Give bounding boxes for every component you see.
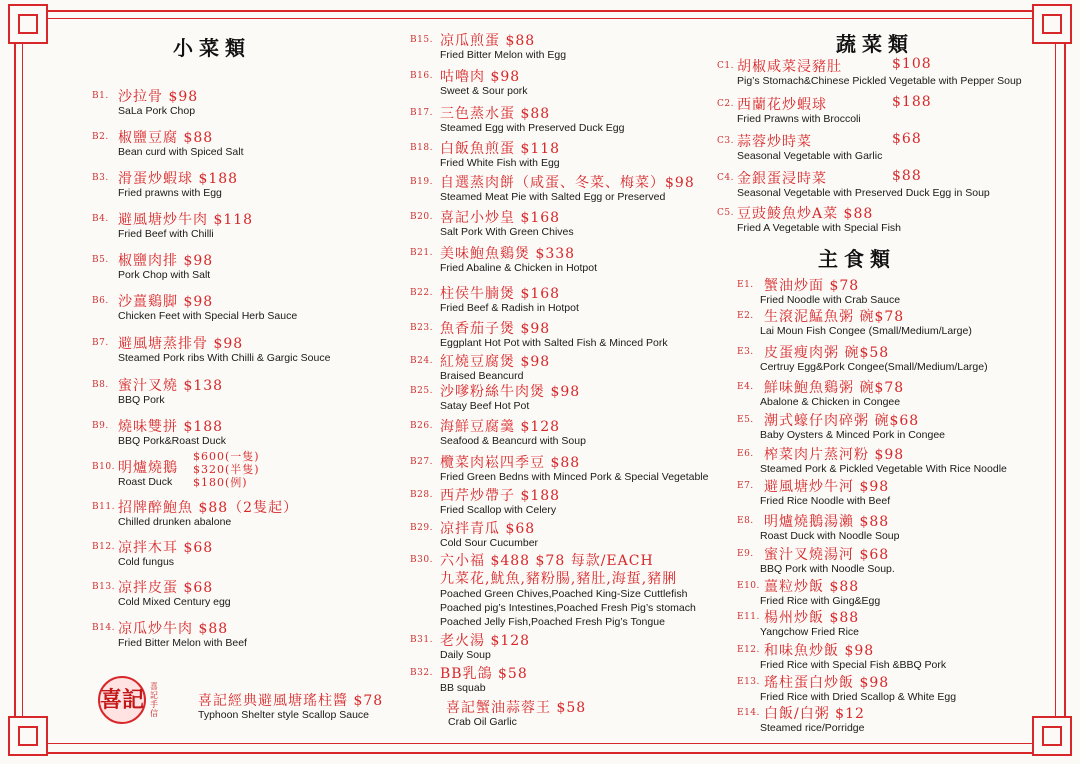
item-name-zh: 自選蒸肉餅（咸蛋、冬菜、梅菜）$98 [440, 175, 695, 191]
item-code: E6. [737, 449, 754, 459]
item-code: B24. [410, 356, 433, 366]
corner-ornament-bottom-right [1032, 716, 1072, 756]
item-name-en: Fried A Vegetable with Special Fish [737, 222, 902, 234]
item-name-zh: 避風塘炒牛河 $98 [764, 479, 890, 495]
item-code: B25. [410, 386, 433, 396]
item-name-zh: 蜜汁叉燒湯河 $68 [764, 547, 890, 563]
item-code: E8. [737, 516, 754, 526]
item-code: B28. [410, 490, 433, 500]
logo-subtitle: 喜記手信 [150, 682, 158, 718]
item-name-zh: 咕嚕肉 $98 [440, 69, 521, 85]
item-code: B10. [92, 462, 115, 472]
item-code: E7. [737, 481, 754, 491]
item-name-en: Fried Rice with Special Fish &BBQ Pork [760, 659, 947, 671]
item-name-zh: 避風塘蒸排骨 $98 [118, 336, 244, 352]
item-name-zh: 凉拌皮蛋 $68 [118, 580, 214, 596]
item-name-en: Fried Beef & Radish in Hotpot [440, 302, 579, 314]
b10-price-list [193, 450, 260, 489]
corner-ornament-top-left [8, 4, 48, 44]
item-code: B31. [410, 635, 433, 645]
item-name-en: Fried Abaline & Chicken in Hotpot [440, 262, 598, 274]
item-name-en: Roast Duck [118, 476, 173, 488]
item-name-en: Cold Mixed Century egg [118, 596, 231, 608]
b10-price-portion: $180(例) [193, 476, 248, 489]
item-name-zh: 沙薑鷄脚 $98 [118, 294, 214, 310]
item-code: B7. [92, 338, 109, 348]
item-name-en: Fried Scallop with Celery [440, 504, 557, 516]
item-name-zh: 凉拌木耳 $68 [118, 540, 214, 556]
item-name-zh: 美味鮑魚鷄煲 $338 [440, 246, 576, 262]
item-name-en: Baby Oysters & Minced Pork in Congee [760, 429, 946, 441]
item-name-zh: 西芹炒帶子 $188 [440, 488, 561, 504]
item-name-zh: 蒜蓉炒時菜 [737, 134, 812, 150]
item-name-zh: 楊州炒飯 $88 [764, 610, 860, 626]
item-code: B15. [410, 35, 433, 45]
item-name-zh: 避風塘炒牛肉 $118 [118, 212, 254, 228]
item-code: B16. [410, 71, 433, 81]
item-code: E13. [737, 677, 760, 687]
item-name-en: Daily Soup [440, 649, 491, 661]
item-name-zh: 凉瓜炒牛肉 $88 [118, 621, 229, 637]
item-name-en: Fried Bitter Melon with Beef [118, 637, 247, 649]
item-name-zh: 招牌醉鮑魚 $88（2隻起） [118, 500, 299, 516]
item-name-en: Seasonal Vegetable with Preserved Duck Egg in Soup [737, 187, 990, 199]
item-name-zh: 欖菜肉崧四季豆 $88 [440, 455, 581, 471]
item-name-en: Fried Bitter Melon with Egg [440, 49, 567, 61]
heading-small-dishes: 小菜類 [173, 36, 251, 60]
item-code: B3. [92, 173, 109, 183]
item-code: B13. [92, 582, 115, 592]
item-name-zh: 榨菜肉片蒸河粉 $98 [764, 447, 905, 463]
item-name-zh: 生滾泥鯭魚粥 碗$78 [764, 309, 905, 325]
item-code: C4. [717, 173, 734, 183]
item-name-en: Steamed Pork ribs With Chilli & Gargic Souce [118, 352, 331, 364]
item-price: $108 [892, 56, 932, 72]
item-code: B27. [410, 457, 433, 467]
item-code: B32. [410, 668, 433, 678]
signature-dish-zh: 喜記經典避風塘瑤柱醬 $78 [198, 693, 384, 709]
item-name-en: Chicken Feet with Special Herb Sauce [118, 310, 298, 322]
corner-ornament-top-right [1032, 4, 1072, 44]
item-name-en: Steamed Egg with Preserved Duck Egg [440, 122, 625, 134]
item-price: $88 [892, 168, 922, 184]
item-name-zh: 沙拉骨 $98 [118, 89, 199, 105]
item-name-en: Abalone & Chicken in Congee [760, 396, 901, 408]
item-name-zh: 沙嗲粉絲牛肉煲 $98 [440, 384, 581, 400]
item-price: $68 [892, 131, 922, 147]
item-name-zh: 白飯魚煎蛋 $118 [440, 141, 561, 157]
item-name-zh: 皮蛋瘦肉粥 碗$58 [764, 345, 890, 361]
item-name-en: Salt Pork With Green Chives [440, 226, 574, 238]
item-name-zh: 瑤柱蛋白炒飯 $98 [764, 675, 890, 691]
corner-ornament-bottom-left [8, 716, 48, 756]
item-name-zh: 白飯/白粥 $12 [764, 706, 865, 722]
item-name-zh: 鮮味鮑魚鷄粥 碗$78 [764, 380, 905, 396]
item-name-en: BBQ Pork&Roast Duck [118, 435, 226, 447]
item-code: B11. [92, 502, 115, 512]
item-code: E2. [737, 311, 754, 321]
item-name-zh: 明爐燒鵝 [118, 460, 178, 476]
item-name-zh: 和味魚炒飯 $98 [764, 643, 875, 659]
item-code: B6. [92, 296, 109, 306]
item-name-en: Fried Beef with Chilli [118, 228, 214, 240]
item-name-zh: 西蘭花炒蝦球 [737, 97, 827, 113]
item-code: E12. [737, 645, 760, 655]
item-name-en: Cold fungus [118, 556, 175, 568]
b10-price-whole: $600(一隻) [193, 450, 260, 463]
item-name-en: Bean curd with Spiced Salt [118, 146, 244, 158]
item-name-en: Seasonal Vegetable with Garlic [737, 150, 883, 162]
item-name-zh: 胡椒咸菜浸豬肚 [737, 59, 842, 75]
item-code: B29. [410, 523, 433, 533]
item-name-en: Seafood & Beancurd with Soup [440, 435, 586, 447]
item-name-en: Yangchow Fried Rice [760, 626, 860, 638]
heading-vegetables: 蔬菜類 [836, 32, 914, 56]
item-code: B5. [92, 255, 109, 265]
item-code: E10. [737, 581, 760, 591]
item-name-zh: 椒鹽肉排 $98 [118, 253, 214, 269]
item-name-zh: 柱侯牛腩煲 $168 [440, 286, 561, 302]
item-name-zh: 明爐燒鵝湯瀨 $88 [764, 514, 890, 530]
item-code: C2. [717, 99, 734, 109]
heading-staples: 主食類 [818, 247, 896, 271]
item-name-zh: 椒鹽豆腐 $88 [118, 130, 214, 146]
item-name-zh: 老火湯 $128 [440, 633, 531, 649]
item-name-en: Steamed Meat Pie with Salted Egg or Preserved [440, 191, 666, 203]
b30-line-3: Poached Jelly Fish,Poached Fresh Pig’s Tongue [440, 616, 665, 628]
item-name-zh: 紅燒豆腐煲 $98 [440, 354, 551, 370]
item-name-en: BBQ Pork [118, 394, 165, 406]
item-name-zh: 豆豉鯪魚炒A菜 $88 [737, 206, 874, 222]
crab-oil-garlic-en: Crab Oil Garlic [448, 716, 517, 728]
item-name-zh: 喜記小炒皇 $168 [440, 210, 561, 226]
item-code: C5. [717, 208, 734, 218]
item-name-zh: BB乳鴿 $58 [440, 666, 528, 682]
item-name-zh: 魚香茄子煲 $98 [440, 321, 551, 337]
item-name-en: Cold Sour Cucumber [440, 537, 539, 549]
item-code: C3. [717, 136, 734, 146]
item-name-en: Steamed Pork & Pickled Vegetable With Rice Noodle [760, 463, 1007, 475]
item-code: B18. [410, 143, 433, 153]
item-name-zh: 滑蛋炒蝦球 $188 [118, 171, 239, 187]
item-code: E11. [737, 612, 760, 622]
item-code: B19. [410, 177, 433, 187]
item-code: B26. [410, 421, 433, 431]
item-name-zh: 蜜汁叉燒 $138 [118, 378, 224, 394]
item-code: B21. [410, 248, 433, 258]
item-name-en: Pork Chop with Salt [118, 269, 211, 281]
item-name-en: BB squab [440, 682, 486, 694]
item-name-zh: 三色蒸水蛋 $88 [440, 106, 551, 122]
item-name-en: Fried Rice with Dried Scallop & White Egg [760, 691, 957, 703]
item-code: E3. [737, 347, 754, 357]
item-name-en: Certruy Egg&Pork Congee(Small/Medium/Large) [760, 361, 988, 373]
item-code: E1. [737, 280, 754, 290]
item-code: E14. [737, 708, 760, 718]
item-name-zh: 薑粒炒飯 $88 [764, 579, 860, 595]
item-name-zh: 凉拌青瓜 $68 [440, 521, 536, 537]
item-name-en: Pig’s Stomach&Chinese Pickled Vegetable with Pepper Soup [737, 75, 1022, 87]
item-name-zh: 海鮮豆腐羹 $128 [440, 419, 561, 435]
item-price: $188 [892, 94, 932, 110]
item-code: B4. [92, 214, 109, 224]
item-name-en: Lai Moun Fish Congee (Small/Medium/Large) [760, 325, 972, 337]
item-code: B8. [92, 380, 109, 390]
item-name-en: Sweet & Sour pork [440, 85, 528, 97]
item-name-zh: 蟹油炒面 $78 [764, 278, 860, 294]
item-name-en: Fried Rice Noodle with Beef [760, 495, 891, 507]
item-code: B20. [410, 212, 433, 222]
item-code: E4. [737, 382, 754, 392]
item-code: B23. [410, 323, 433, 333]
item-name-en: Fried prawns with Egg [118, 187, 222, 199]
b30-items-zh: 九菜花,魷魚,豬粉腸,豬肚,海蜇,豬脷 [440, 571, 678, 587]
item-name-en: BBQ Pork with Noodle Soup. [760, 563, 895, 575]
b30-items-en [440, 587, 696, 629]
item-name-en: Steamed rice/Porridge [760, 722, 865, 734]
item-code: B9. [92, 421, 109, 431]
restaurant-logo: 喜記 [98, 676, 146, 724]
item-code: B30. [410, 555, 433, 565]
item-code: C1. [717, 61, 734, 71]
item-code: B14. [92, 623, 115, 633]
item-code: B1. [92, 91, 109, 101]
item-name-en: Braised Beancurd [440, 370, 524, 382]
item-name-zh: 燒味雙拼 $188 [118, 419, 224, 435]
item-name-en: Satay Beef Hot Pot [440, 400, 530, 412]
item-name-en: Eggplant Hot Pot with Salted Fish & Minced Pork [440, 337, 668, 349]
item-code: B22. [410, 288, 433, 298]
b30-line-2: Poached pig’s Intestines,Poached Fresh Pig’s stomach [440, 602, 696, 614]
item-name-zh: 凉瓜煎蛋 $88 [440, 33, 536, 49]
item-code: B17. [410, 108, 433, 118]
item-code: E9. [737, 549, 754, 559]
signature-dish-en: Typhoon Shelter style Scallop Sauce [198, 709, 370, 721]
item-name-en: Chilled drunken abalone [118, 516, 232, 528]
b10-price-half: $320(半隻) [193, 463, 260, 476]
item-name-en: SaLa Pork Chop [118, 105, 196, 117]
item-name-zh: 金銀蛋浸時菜 [737, 171, 827, 187]
item-name-en: Fried Prawns with Broccoli [737, 113, 861, 125]
item-name-en: Fried Rice with Ging&Egg [760, 595, 881, 607]
item-code: B2. [92, 132, 109, 142]
item-code: B12. [92, 542, 115, 552]
item-name-en: Fried Green Bedns with Minced Pork & Special Vegetable [440, 471, 709, 483]
crab-oil-garlic-zh: 喜記蟹油蒜蓉王 $58 [446, 700, 587, 716]
b30-line-1: Poached Green Chives,Poached King-Size Cuttlefish [440, 588, 688, 600]
item-name-zh: 潮式蠔仔肉碎粥 碗$68 [764, 413, 920, 429]
item-code: E5. [737, 415, 754, 425]
item-name-en: Roast Duck with Noodle Soup [760, 530, 900, 542]
item-name-en: Fried White Fish with Egg [440, 157, 560, 169]
item-name-en: Fried Noodle with Crab Sauce [760, 294, 901, 306]
item-name-zh: 六小福 $488 $78 每款/EACH [440, 553, 654, 569]
